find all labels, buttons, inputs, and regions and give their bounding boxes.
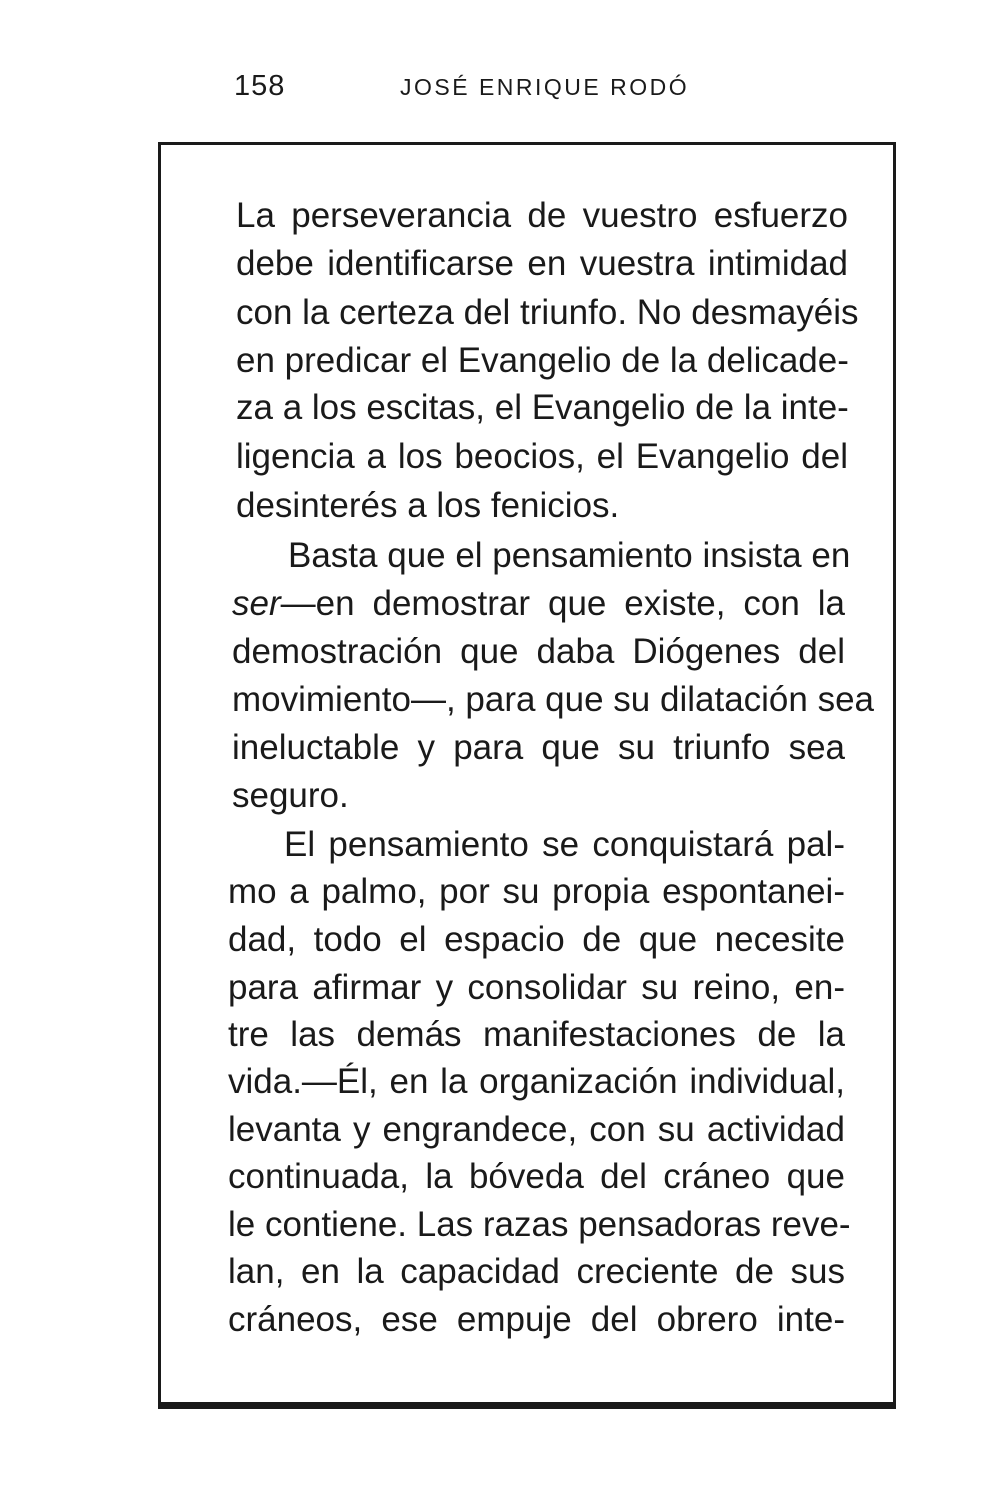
text-line: ligencia a los beocios, el Evangelio del [236, 437, 848, 476]
text-line: ineluctable y para que su triunfo sea [232, 728, 845, 767]
text-line: debe identificarse en vuestra intimidad [236, 244, 848, 283]
page-number: 158 [234, 70, 286, 102]
text-line: cráneos, ese empuje del obrero inte- [228, 1300, 845, 1339]
text-line: seguro. [232, 776, 349, 815]
text-line [232, 581, 845, 627]
text-line: dad, todo el espacio de que necesite [228, 920, 845, 959]
text-line: movimiento—, para que su dilatación sea [232, 680, 875, 719]
text-line: lan, en la capacidad creciente de sus [228, 1252, 845, 1291]
text-line: demostración que daba Diógenes del [232, 632, 845, 671]
text-line: para afirmar y consolidar su reino, en- [228, 968, 845, 1007]
text-line: Basta que el pensamiento insista en [288, 536, 851, 575]
text-line: con la certeza del triunfo. No desmayéis [236, 293, 859, 332]
text-line: tre las demás manifestaciones de la [228, 1015, 845, 1054]
text-line: en predicar el Evangelio de la delicade- [236, 341, 849, 380]
text-line: La perseverancia de vuestro esfuerzo [236, 196, 848, 235]
text-line: continuada, la bóveda del cráneo que [228, 1157, 845, 1196]
text-span: —en demostrar que existe, con la [280, 584, 845, 623]
text-line: mo a palmo, por su propia espontanei- [228, 872, 845, 911]
running-head: JOSÉ ENRIQUE RODÓ [400, 74, 690, 100]
text-line: levanta y engrandece, con su actividad [228, 1110, 845, 1149]
text-line: vida.—Él, en la organización individual, [228, 1062, 845, 1101]
text-line: El pensamiento se conquistará pal- [284, 825, 845, 864]
text-line: desinterés a los fenicios. [236, 486, 620, 525]
text-line: za a los escitas, el Evangelio de la inte- [236, 388, 849, 427]
italic-word: ser [232, 584, 281, 623]
text-line: le contiene. Las razas pensadoras reve- [228, 1205, 851, 1244]
